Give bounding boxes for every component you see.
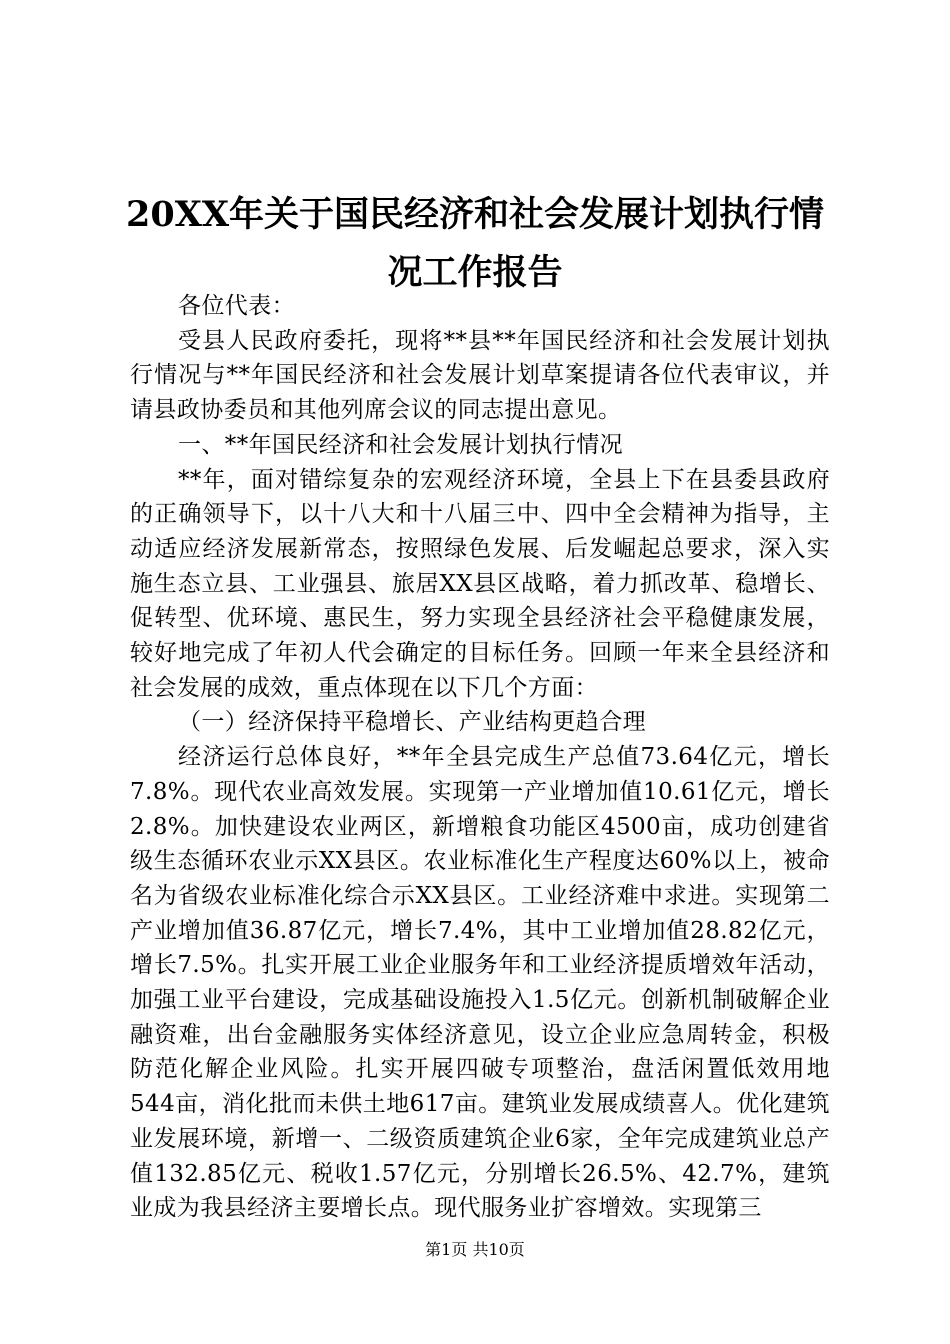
economy-paragraph: 经济运行总体良好，**年全县完成生产总值73.64亿元，增长7.8%。现代农业高效发展。实现第一产业增加值10.61亿元，增长2.8%。加快建设农业两区，新增粮食功能区4500亩，成功创建省级生态循环农业示XX县区。农业标准化生产程度达60%以上，被命名为省级农业标准化综合示XX县区。工业经济难中求进。实现第二产业增加值36.87亿元，增长7.4%，其中工业增加值28.82亿元，增长7.5%。扎实开展工业企业服务年和工业经济提质增效年活动，加强工业平台建设，完成基础设施投入1.5亿元。创新机制破解企业融资难，出台金融服务实体经济意见，设立企业应急周转金，积极防范化解企业风险。扎实开展四破专项整治，盘活闲置低效用地544亩，消化批而未供土地617亩。建筑业发展成绩喜人。优化建筑业发展环境，新增一、二级资质建筑企业6家，全年完成建筑业总产值132.85亿元、税收1.57亿元，分别增长26.5%、42.7%，建筑业成为我县经济主要增长点。现代服务业扩容增效。实现第三 (130, 744, 830, 1222)
summary-paragraph: **年，面对错综复杂的宏观经济环境，全县上下在县委县政府的正确领导下，以十八大和十八届三中、四中全会精神为指导，主动适应经济发展新常态，按照绿色发展、后发崛起总要求，深入实施生态立县、工业强县、旅居XX县区战略，着力抓改革、稳增长、促转型、优环境、惠民生，努力实现全县经济社会平稳健康发展，较好地完成了年初人代会确定的目标任务。回顾一年来全县经济和社会发展的成效，重点体现在以下几个方面： (130, 466, 830, 701)
salutation: 各位代表： (178, 293, 295, 319)
page-footer (0, 1239, 950, 1261)
document-body (130, 289, 830, 1226)
subsection-heading: （一）经济保持平稳增长、产业结构更趋合理 (178, 709, 646, 736)
document-title (100, 186, 850, 302)
intro-paragraph: 受县人民政府委托，现将**县**年国民经济和社会发展计划执行情况与**年国民经济和社会发展计划草案提请各位代表审议，并请县政协委员和其他列席会议的同志提出意见。 (130, 327, 830, 424)
section-heading: 一、**年国民经济和社会发展计划执行情况 (178, 431, 623, 458)
title-line-1: 20XX年关于国民经济和社会发展计划执行情 (125, 194, 825, 236)
page-number-label: 第1页 共10页 (425, 1240, 525, 1259)
title-line-2: 况工作报告 (387, 252, 563, 294)
